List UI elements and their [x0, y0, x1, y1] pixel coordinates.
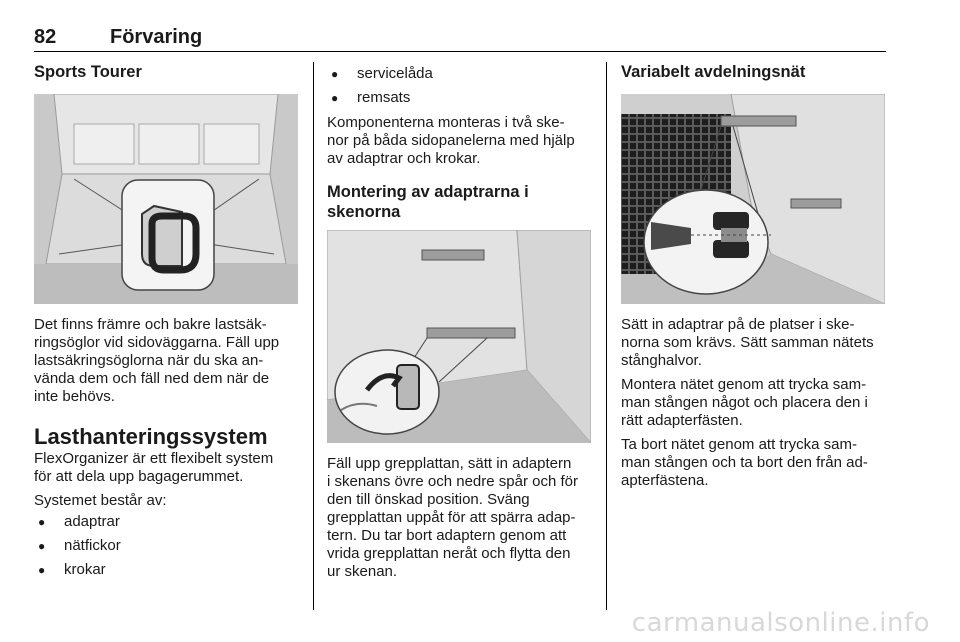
- list-item: ● adaptrar: [34, 510, 300, 534]
- lashing-eyes-paragraph: [34, 316, 300, 406]
- text-line: Fäll upp grepplattan, sätt in adaptern: [327, 455, 572, 472]
- column-divider: [313, 62, 314, 610]
- text-line: lastsäkringsöglorna när du ska an-: [34, 352, 264, 369]
- page-number: 82: [34, 26, 57, 48]
- text-line: den till önskad position. Sväng: [327, 491, 530, 508]
- text-line: vrida grepplattan neråt och flytta den: [327, 545, 571, 562]
- text-line: inte behövs.: [34, 388, 115, 405]
- text-line: i skenans övre och nedre spår och för: [327, 473, 578, 490]
- list-item: ● remsats: [327, 86, 595, 110]
- list-intro: Systemet består av:: [34, 492, 167, 509]
- chapter-title: Förvaring: [110, 26, 203, 48]
- header-rule: [34, 51, 886, 52]
- text-line: Ta bort nätet genom att trycka sam-: [621, 436, 857, 453]
- text-line: Montera nätet genom att trycka sam-: [621, 376, 867, 393]
- page-header: [34, 26, 886, 52]
- text-line: nor på båda sidopanelerna med hjälp: [327, 132, 575, 149]
- watermark: carmanualsonline.info: [631, 608, 930, 638]
- column-divider: [606, 62, 607, 610]
- section-heading: Variabelt avdelningsnät: [621, 63, 806, 81]
- adapter-rail-mounting-illustration: [327, 230, 591, 443]
- text-line: ur skenan.: [327, 563, 398, 580]
- adapter-placement-paragraph: [621, 316, 887, 370]
- intro-paragraph: [34, 450, 300, 486]
- components-list: [34, 510, 300, 582]
- cargo-area-figure: [34, 94, 298, 304]
- text-line: man stången något och placera den i: [621, 394, 868, 411]
- list-item: ● krokar: [34, 558, 300, 582]
- text-line: ringsöglor vid sidoväggarna. Fäll upp: [34, 334, 280, 351]
- adapter-mounting-figure: [327, 230, 591, 443]
- text-line: för att dela upp bagagerummet.: [34, 468, 244, 485]
- partition-net-figure: [621, 94, 885, 304]
- cargo-area-lashing-eyes-illustration: [34, 94, 298, 304]
- column-1: [34, 62, 300, 582]
- text-line: apterfästena.: [621, 472, 709, 489]
- list-item: ● nätfickor: [34, 534, 300, 558]
- heading-line: skenorna: [327, 203, 401, 221]
- text-line: av adaptrar och krokar.: [327, 150, 481, 167]
- section-title: Lasthanteringssystem: [34, 424, 268, 449]
- text-line: norna som krävs. Sätt samman nätets: [621, 334, 874, 351]
- text-line: grepplattan uppåt för att spärra adap-: [327, 509, 576, 526]
- column-3: [621, 62, 887, 496]
- subsection-heading: [327, 182, 595, 222]
- text-line: vända dem och fäll ned dem när de: [34, 370, 270, 387]
- text-line: Sätt in adaptrar på de platser i ske-: [621, 316, 855, 333]
- text-line: FlexOrganizer är ett flexibelt system: [34, 450, 274, 467]
- adapter-instructions-paragraph: [327, 455, 595, 581]
- components-list-continued: [327, 62, 595, 110]
- net-removal-paragraph: [621, 436, 887, 490]
- net-mounting-paragraph: [621, 376, 887, 430]
- list-item: ● servicelåda: [327, 62, 595, 86]
- text-line: Komponenterna monteras i två ske-: [327, 114, 565, 131]
- rails-paragraph: [327, 114, 595, 168]
- text-line: man stången och ta bort den från ad-: [621, 454, 868, 471]
- variable-partition-net-illustration: [621, 94, 885, 304]
- text-line: stånghalvor.: [621, 352, 702, 369]
- heading-line: Montering av adaptrarna i: [327, 183, 529, 201]
- text-line: Det finns främre och bakre lastsäk-: [34, 316, 267, 333]
- text-line: rätt adapterfästen.: [621, 412, 743, 429]
- section-heading: Sports Tourer: [34, 63, 142, 81]
- text-line: tern. Du tar bort adaptern genom att: [327, 527, 567, 544]
- column-2: [327, 62, 595, 587]
